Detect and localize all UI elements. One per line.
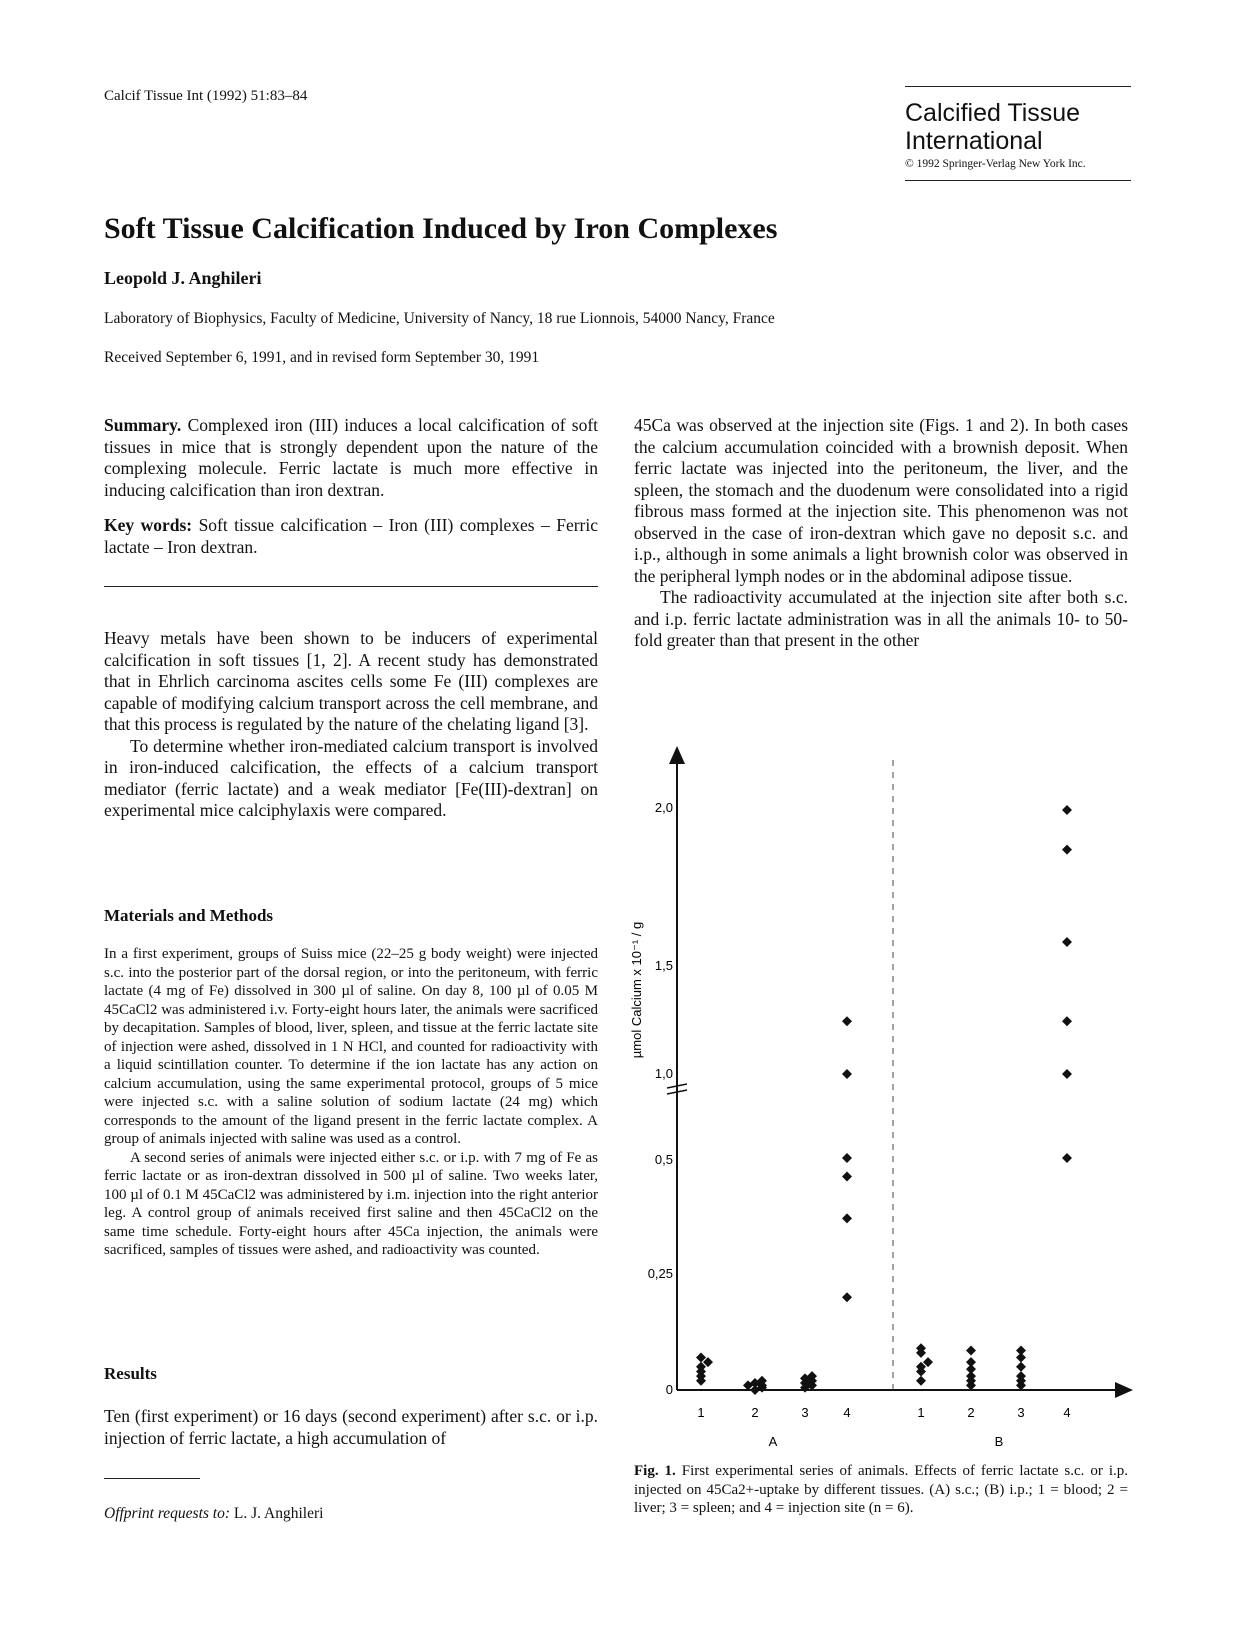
right-column-block bbox=[634, 415, 1128, 652]
x-tick-label: 1 bbox=[917, 1405, 925, 1420]
x-tick-label: 4 bbox=[1063, 1405, 1071, 1420]
summary-text: Complexed iron (III) induces a local calcification of soft tissues in mice that is strongly dependent upon the nature of the complexing molecule. Ferric lactate is much more effective in inducing calcification than iron dextran. bbox=[104, 415, 599, 500]
journal-name-line2: International bbox=[905, 127, 1043, 155]
y-tick-label: 1,5 bbox=[654, 958, 673, 973]
summary-block bbox=[104, 415, 598, 558]
journal-rule-bottom bbox=[905, 180, 1131, 181]
x-tick-label: 3 bbox=[801, 1405, 809, 1420]
data-point bbox=[842, 1172, 852, 1182]
data-point bbox=[966, 1357, 976, 1367]
footnote bbox=[104, 1505, 323, 1523]
x-tick-label: 3 bbox=[1017, 1405, 1025, 1420]
figure-caption-label: Fig. 1. bbox=[634, 1463, 676, 1479]
data-points bbox=[696, 805, 1072, 1395]
group-label-b: B bbox=[994, 1434, 1004, 1449]
figure-caption-text: First experimental series of animals. Effects of ferric lactate s.c. or i.p. injected on 45Ca2+-uptake by different tissues. (A) s.c.; (B) i.p.; 1 = blood; 2 = liver; 3 = spleen; and 4 = injection site (n = 6). bbox=[634, 1463, 1128, 1516]
y-tick-label: 1,0 bbox=[654, 1066, 673, 1081]
data-point bbox=[842, 1153, 852, 1163]
article-received: Received September 6, 1991, and in revised form September 30, 1991 bbox=[104, 349, 540, 366]
journal-rule-top bbox=[905, 86, 1131, 87]
article-author: Leopold J. Anghileri bbox=[104, 268, 262, 288]
x-tick-label: 1 bbox=[697, 1405, 705, 1420]
data-point bbox=[966, 1346, 976, 1356]
y-tick-label: 0,25 bbox=[647, 1266, 673, 1281]
data-point bbox=[916, 1376, 926, 1386]
journal-box bbox=[905, 86, 1131, 181]
footnote-rule bbox=[104, 1478, 200, 1479]
data-point bbox=[1062, 1016, 1072, 1026]
citation: Calcif Tissue Int (1992) 51:83–84 bbox=[104, 88, 308, 104]
right-paragraph-2: The radioactivity accumulated at the injection site after both s.c. and i.p. ferric lactate administration was in all the animals 10- to 50-fold greater than that present in the other bbox=[634, 587, 1128, 650]
data-point bbox=[1062, 1153, 1072, 1163]
methods-heading: Materials and Methods bbox=[104, 906, 274, 925]
y-axis-title: µmol Calcium x 10⁻¹ / g bbox=[629, 921, 644, 1059]
summary-divider bbox=[104, 586, 598, 587]
summary-label: Summary. bbox=[104, 415, 182, 435]
data-point bbox=[1016, 1346, 1026, 1356]
x-tick-label: 2 bbox=[751, 1405, 759, 1420]
methods-paragraph-1: In a first experiment, groups of Suiss mice (22–25 g body weight) were injected s.c. into the posterior part of the dorsal region, or into the peritoneum, with ferric lactate (4 mg of Fe) dissolved in 300 µl of saline. On day 8, 100 µl of 0.05 M 45CaCl2 was administered i.v. Forty-eight hours later, the animals were sacrificed by decapitation. Samples of blood, liver, spleen, and tissue at the ferric lactate site of injection were ashed, dissolved in 1 N HCl, and counted for radioactivity with a liquid scintillation counter. To determine if the ion lactate has any action on calcium accumulation, using the same experimental protocol, groups of 5 mice were injected s.c. with a saline solution of sodium lactate (24 mg) which corresponds to the amount of the ligand present in the ferric lactate complex. A group of animals injected with saline was used as a control. bbox=[104, 946, 598, 1147]
data-point bbox=[1062, 1069, 1072, 1079]
data-point bbox=[1062, 937, 1072, 947]
y-tick-label: 0 bbox=[665, 1382, 673, 1397]
data-point bbox=[842, 1069, 852, 1079]
methods-paragraph-2: A second series of animals were injected either s.c. or i.p. with 7 mg of Fe as ferric lactate or as iron-dextran dissolved in 500 µl of saline. Two weeks later, 100 µl of 0.1 M 45CaCl2 was administered by i.m. injection into the right anterior leg. A control group of animals received first saline and then 45CaCl2 on the same time schedule. Forty-eight hours after 45Ca injection, the animals were sacrificed, samples of tissues were ashed, and radioactivity was counted. bbox=[104, 1149, 598, 1258]
data-point bbox=[1062, 845, 1072, 855]
journal-name-line1: Calcified Tissue bbox=[905, 99, 1081, 127]
keywords-label: Key words: bbox=[104, 515, 193, 535]
figure-1-chart bbox=[615, 740, 1135, 1450]
data-point bbox=[1062, 805, 1072, 815]
figure-caption bbox=[634, 1462, 1128, 1518]
methods-block bbox=[104, 945, 598, 1260]
journal-copyright: © 1992 Springer-Verlag New York Inc. bbox=[905, 158, 1086, 170]
intro-paragraph-2: To determine whether iron-mediated calcium transport is involved in iron-induced calcification, the effects of a calcium transport mediator (ferric lactate) and a weak mediator [Fe(III)-dextran] on experimental mice calciphylaxis were compared. bbox=[104, 735, 598, 820]
results-block bbox=[104, 1406, 598, 1449]
article-title: Soft Tissue Calcification Induced by Iron Complexes bbox=[104, 212, 778, 245]
footnote-label: Offprint requests to: bbox=[104, 1505, 231, 1522]
y-tick-label: 2,0 bbox=[654, 800, 673, 815]
right-paragraph-1: 45Ca was observed at the injection site (Figs. 1 and 2). In both cases the calcium accumulation coincided with a brownish deposit. When ferric lactate was injected into the peritoneum, the liver, and the spleen, the stomach and the duodenum were consolidated into a rigid fibrous mass formed at the injection site. This phenomenon was not observed in the case of iron-dextran which gave no deposit s.c. and i.p., although in some animals a light brownish color was observed in the peripheral lymph nodes or in the abdominal adipose tissue. bbox=[634, 415, 1128, 586]
intro-block bbox=[104, 628, 598, 822]
x-tick-label: 2 bbox=[967, 1405, 975, 1420]
group-label-a: A bbox=[768, 1434, 778, 1449]
article-affiliation: Laboratory of Biophysics, Faculty of Medicine, University of Nancy, 18 rue Lionnois, 54000 Nancy, France bbox=[104, 310, 775, 327]
x-tick-label: 4 bbox=[843, 1405, 851, 1420]
y-tick-label: 0,5 bbox=[654, 1152, 673, 1167]
results-heading: Results bbox=[104, 1364, 157, 1383]
results-paragraph-1: Ten (first experiment) or 16 days (second experiment) after s.c. or i.p. injection of ferric lactate, a high accumulation of bbox=[104, 1406, 598, 1448]
footnote-text: L. J. Anghileri bbox=[233, 1505, 324, 1522]
keywords-text: Soft tissue calcification – Iron (III) complexes – Ferric lactate – Iron dextran. bbox=[104, 515, 599, 557]
intro-paragraph-1: Heavy metals have been shown to be inducers of experimental calcification in soft tissues [1, 2]. A recent study has demonstrated that in Ehrlich carcinoma ascites cells some Fe (III) complexes are capable of modifying calcium transport across the cell membrane, and that this process is regulated by the nature of the chelating ligand [3]. bbox=[104, 628, 598, 734]
data-point bbox=[842, 1016, 852, 1026]
data-point bbox=[842, 1213, 852, 1223]
data-point bbox=[842, 1292, 852, 1302]
data-point bbox=[1016, 1362, 1026, 1372]
